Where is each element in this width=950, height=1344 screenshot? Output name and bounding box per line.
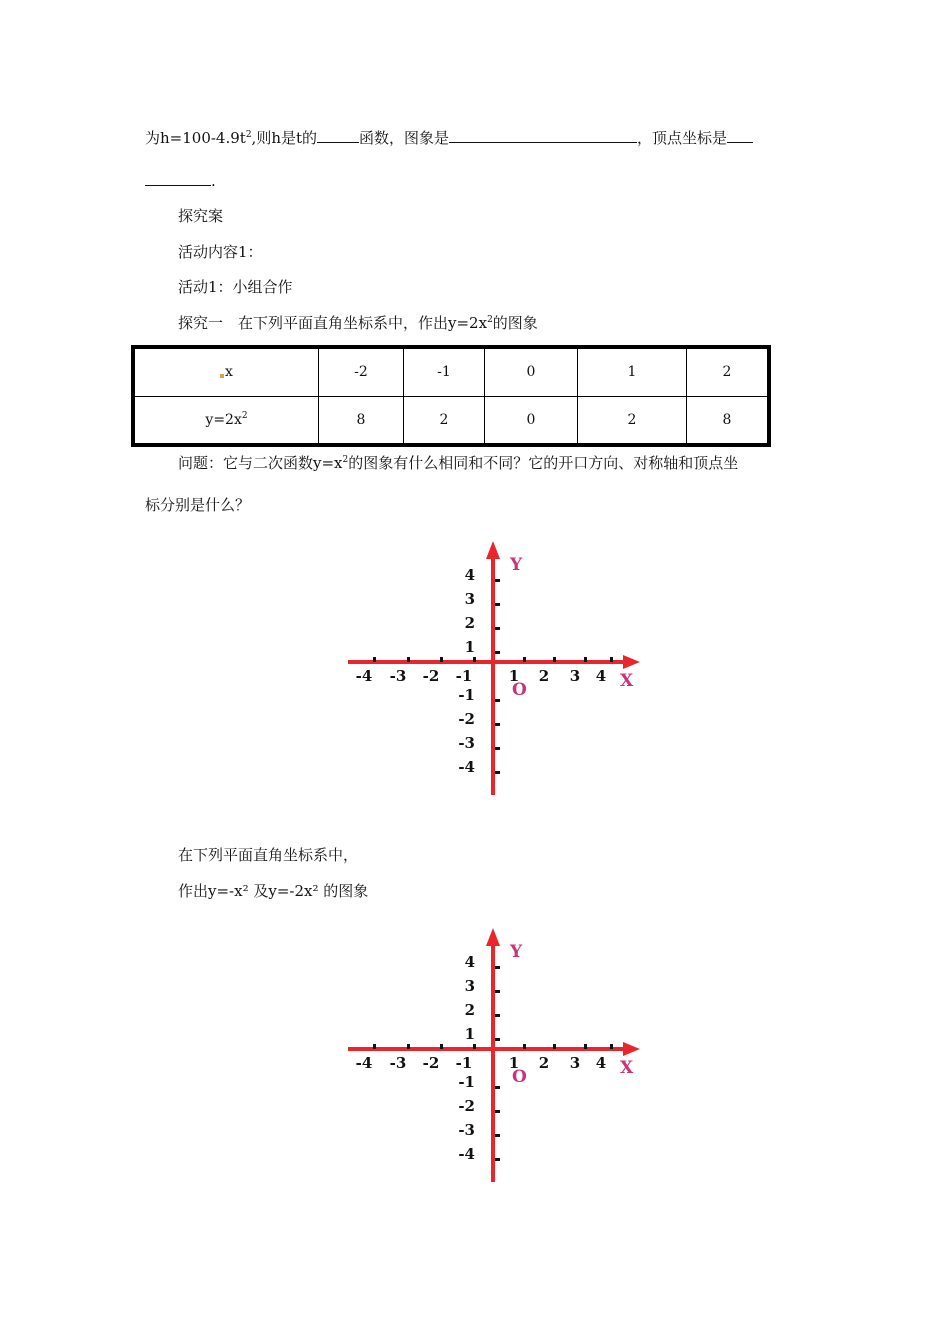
table-cell: 2 — [687, 347, 770, 396]
table-cell: 0 — [485, 347, 578, 396]
x-tick-label: -2 — [422, 1054, 440, 1072]
y-tick-mark — [495, 771, 500, 774]
value-table — [131, 345, 771, 447]
y-tick-label: 4 — [464, 566, 475, 584]
table-header-y — [133, 396, 319, 445]
task2-line-1: 在下列平面直角坐标系中， — [178, 846, 359, 864]
table-cell: 1 — [578, 347, 687, 396]
table-cell: 2 — [578, 396, 687, 445]
instruction-text: 探究一 在下列平面直角坐标系中，作出y=2x — [178, 314, 488, 332]
y-axis-arrow-icon — [486, 541, 500, 559]
origin-label: O — [512, 680, 527, 700]
coordinate-axes-2 — [340, 922, 650, 1187]
x-tick-mark — [440, 657, 443, 662]
x-tick-label: -4 — [355, 1054, 373, 1072]
question-text: 的图象有什么相同和不同？它的开口方向、对称轴和顶点坐 — [348, 454, 739, 472]
x-tick-mark — [440, 1044, 443, 1049]
x-tick-mark — [610, 657, 613, 662]
y-tick-mark — [495, 651, 500, 654]
answer-blank-vertex-cont[interactable] — [145, 171, 211, 186]
y-tick-label: -4 — [458, 1145, 475, 1163]
table-row-x — [133, 347, 769, 396]
explore-one-instruction — [178, 313, 538, 333]
y-tick-mark — [495, 603, 500, 606]
table-row-y — [133, 396, 769, 445]
origin-label: O — [512, 1067, 527, 1087]
x-tick-mark — [373, 657, 376, 662]
table-cell: 0 — [485, 396, 578, 445]
table-cell: -2 — [319, 347, 404, 396]
x-tick-mark — [473, 1044, 476, 1049]
x-tick-mark — [523, 1044, 526, 1049]
exponent: 2 — [342, 455, 349, 465]
y-tick-mark — [495, 1086, 500, 1089]
x-tick-label: 2 — [538, 667, 550, 685]
y-tick-label: -2 — [458, 1097, 475, 1115]
x-tick-mark — [373, 1044, 376, 1049]
x-tick-mark — [473, 657, 476, 662]
y-tick-label: -2 — [458, 710, 475, 728]
x-tick-mark — [553, 1044, 556, 1049]
x-tick-mark — [584, 1044, 587, 1049]
y-tick-mark — [495, 1110, 500, 1113]
y-axis-arrow-icon — [486, 928, 500, 946]
x-tick-label: -4 — [355, 667, 373, 685]
y-tick-label: 2 — [464, 614, 475, 632]
exponent: 2 — [241, 410, 248, 421]
y-tick-label: 2 — [464, 1001, 475, 1019]
activity-content: 活动内容1： — [178, 243, 263, 261]
y-tick-label: -3 — [458, 734, 475, 752]
y-tick-label: 4 — [464, 953, 475, 971]
marker-icon — [220, 374, 224, 378]
x-tick-mark — [407, 657, 410, 662]
y-tick-mark — [495, 699, 500, 702]
x-tick-label: 4 — [595, 667, 607, 685]
x-axis-label: X — [620, 671, 634, 691]
y-tick-mark — [495, 990, 500, 993]
y-tick-mark — [495, 1014, 500, 1017]
x-axis-arrow-icon — [623, 1042, 640, 1056]
table-cell: 2 — [404, 396, 485, 445]
exponent: 2 — [487, 315, 493, 325]
table-cell: -1 — [404, 347, 485, 396]
y-tick-mark — [495, 723, 500, 726]
table-header-x — [133, 347, 319, 396]
x-tick-label: -1 — [455, 1054, 473, 1072]
sentence-text: ，顶点坐标是 — [637, 129, 728, 147]
sentence-text: ,则h是t的 — [251, 129, 318, 147]
y-tick-label: 3 — [464, 977, 475, 995]
table-cell: 8 — [319, 396, 404, 445]
answer-blank-function-type[interactable] — [317, 128, 359, 143]
answer-blank-vertex[interactable] — [727, 128, 753, 143]
y-tick-label: -3 — [458, 1121, 475, 1139]
x-tick-label: -2 — [422, 667, 440, 685]
x-tick-label: -3 — [389, 1054, 407, 1072]
question-line-1 — [178, 453, 738, 473]
y-tick-label: -4 — [458, 758, 475, 776]
x-tick-label: -1 — [455, 667, 473, 685]
x-tick-mark — [553, 657, 556, 662]
x-tick-mark — [523, 657, 526, 662]
fill-in-continuation — [145, 171, 216, 191]
x-tick-label: 1 — [508, 667, 520, 685]
y-tick-mark — [495, 966, 500, 969]
y-tick-mark — [495, 579, 500, 582]
y-tick-mark — [495, 1134, 500, 1137]
x-tick-mark — [610, 1044, 613, 1049]
instruction-text: 的图象 — [492, 314, 538, 332]
x-tick-label: 4 — [595, 1054, 607, 1072]
exponent: 2 — [245, 130, 252, 140]
x-axis-arrow-icon — [623, 655, 640, 669]
x-tick-mark — [407, 1044, 410, 1049]
y-tick-mark — [495, 747, 500, 750]
task2-line-2: 作出y=-x² 及y=-2x² 的图象 — [178, 882, 369, 900]
answer-blank-graph[interactable] — [449, 128, 637, 143]
section-title: 探究案 — [178, 207, 224, 225]
coordinate-axes-1 — [340, 535, 650, 800]
x-tick-label: 3 — [569, 667, 581, 685]
sentence-text: 函数，图象是 — [359, 129, 450, 147]
x-axis-label: X — [620, 1058, 634, 1078]
y-tick-mark — [495, 627, 500, 630]
y-tick-mark — [495, 1038, 500, 1041]
question-line-2: 标分别是什么？ — [145, 496, 251, 514]
x-tick-label: 2 — [538, 1054, 550, 1072]
y-axis-label: Y — [510, 555, 523, 575]
y-tick-label: -1 — [458, 686, 475, 704]
table-cell: 8 — [687, 396, 770, 445]
x-tick-label: 3 — [569, 1054, 581, 1072]
x-tick-label: -3 — [389, 667, 407, 685]
x-tick-mark — [584, 657, 587, 662]
y-label: y=2x — [205, 411, 242, 428]
fill-in-sentence — [145, 128, 753, 148]
y-axis-label: Y — [510, 942, 523, 962]
x-label: x — [225, 364, 233, 381]
formula-text: 为h=100-4.9t — [145, 129, 246, 147]
question-text: 问题：它与二次函数y=x — [178, 454, 343, 472]
y-tick-label: -1 — [458, 1073, 475, 1091]
x-tick-label: 1 — [508, 1054, 520, 1072]
period: . — [211, 172, 216, 190]
activity-heading: 活动1：小组合作 — [178, 278, 293, 296]
y-tick-label: 3 — [464, 590, 475, 608]
y-tick-label: 1 — [464, 1025, 475, 1043]
y-tick-mark — [495, 1158, 500, 1161]
y-tick-label: 1 — [464, 638, 475, 656]
